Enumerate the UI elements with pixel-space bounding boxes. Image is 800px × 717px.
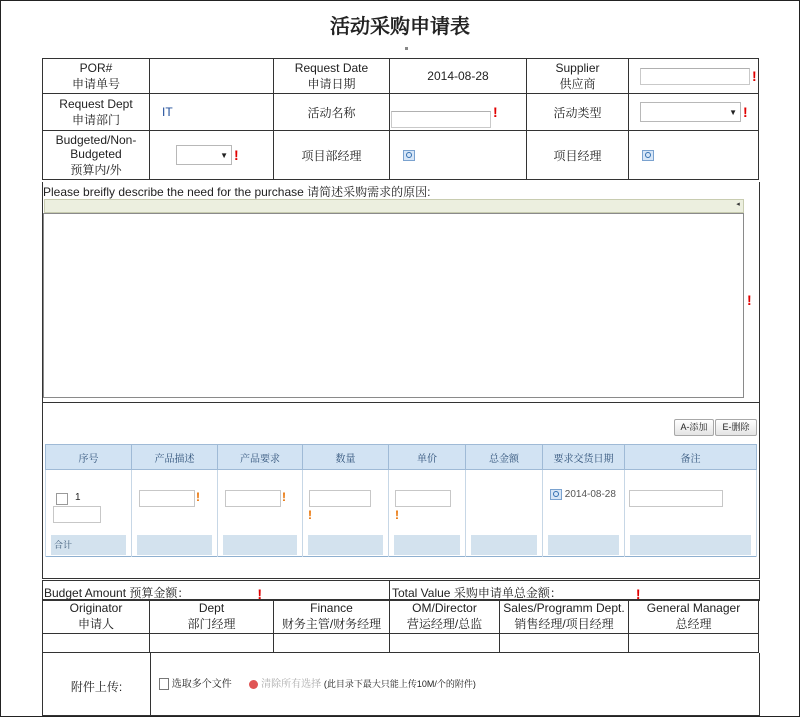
add-row-button[interactable]: A-添加 bbox=[674, 419, 714, 436]
lookup-icon[interactable] bbox=[403, 150, 415, 161]
description-textarea[interactable] bbox=[43, 213, 744, 398]
clear-all-button[interactable]: 清除所有选择 bbox=[261, 679, 322, 690]
requirement-input[interactable] bbox=[225, 490, 281, 507]
required-marker: ! bbox=[743, 104, 748, 120]
budget-amount-label: Budget Amount 预算金额： ! bbox=[44, 585, 263, 602]
dropdown-arrow-icon: ▼ bbox=[729, 108, 737, 117]
footer-cell bbox=[137, 535, 212, 555]
col-header-quantity: 数量 bbox=[303, 445, 389, 470]
attachment-section bbox=[42, 653, 760, 716]
signer-finance: Finance 财务主管/财务经理 bbox=[274, 600, 390, 634]
delivery-date-field[interactable]: 2014-08-28 bbox=[550, 488, 620, 502]
supplier-input[interactable] bbox=[640, 68, 750, 85]
signature-cell bbox=[274, 634, 390, 653]
description-input[interactable] bbox=[139, 490, 195, 507]
editor-toolbar bbox=[44, 199, 744, 213]
required-marker: ! bbox=[282, 490, 286, 504]
required-marker: ! bbox=[747, 292, 752, 308]
required-marker: ! bbox=[257, 585, 263, 602]
select-files-button[interactable]: 选取多个文件 bbox=[171, 679, 232, 690]
project-dept-manager-label: 项目部经理 bbox=[274, 131, 390, 180]
dropdown-arrow-icon: ▼ bbox=[220, 151, 228, 160]
footer-cell bbox=[394, 535, 460, 555]
divider bbox=[389, 581, 390, 600]
signature-cell bbox=[43, 634, 150, 653]
por-value bbox=[150, 59, 274, 94]
activity-type-select[interactable] bbox=[640, 102, 741, 122]
required-marker: ! bbox=[493, 104, 498, 120]
signature-cell bbox=[500, 634, 629, 653]
total-cell bbox=[466, 470, 543, 535]
col-header-delivery-date: 要求交货日期 bbox=[543, 445, 625, 470]
table-footer-row bbox=[46, 534, 757, 557]
row-index: 1 bbox=[75, 492, 81, 503]
footer-cell bbox=[630, 535, 751, 555]
request-dept-label: Request Dept 申请部门 bbox=[43, 94, 150, 131]
project-manager-label: 项目经理 bbox=[527, 131, 629, 180]
signature-cell bbox=[390, 634, 500, 653]
activity-type-label: 活动类型 bbox=[527, 94, 629, 131]
description-label: Please breifly describe the need for the purchase 请简述采购需求的原因: bbox=[43, 185, 431, 199]
page-title: 活动采购申请表 bbox=[330, 14, 470, 38]
delete-row-button[interactable]: E-删除 bbox=[715, 419, 757, 436]
amount-row bbox=[42, 580, 760, 601]
signature-cell bbox=[629, 634, 759, 653]
footer-cell bbox=[223, 535, 297, 555]
remarks-input[interactable] bbox=[629, 490, 723, 507]
por-label: POR# 申请单号 bbox=[43, 59, 150, 94]
col-header-total: 总金额 bbox=[466, 445, 543, 470]
signer-om-director: OM/Director 营运经理/总监 bbox=[390, 600, 500, 634]
divider bbox=[150, 653, 151, 715]
required-marker: ! bbox=[752, 68, 757, 84]
calendar-icon[interactable] bbox=[550, 489, 562, 500]
attachment-label: 附件上传: bbox=[70, 680, 123, 694]
request-date-value: 2014-08-28 bbox=[390, 59, 527, 94]
activity-name-input[interactable] bbox=[391, 111, 491, 128]
budgeted-label: Budgeted/Non- Budgeted 预算内/外 bbox=[43, 131, 150, 180]
col-header-index: 序号 bbox=[46, 445, 132, 470]
decorative-dot bbox=[405, 47, 408, 50]
footer-cell bbox=[308, 535, 383, 555]
index-input[interactable] bbox=[53, 506, 101, 523]
file-icon bbox=[159, 678, 169, 690]
col-header-requirement: 产品要求 bbox=[218, 445, 303, 470]
required-marker: ! bbox=[635, 585, 641, 602]
col-header-unit-price: 单价 bbox=[389, 445, 466, 470]
budgeted-select[interactable] bbox=[176, 145, 232, 165]
lookup-icon[interactable] bbox=[642, 150, 654, 161]
clear-icon bbox=[249, 680, 258, 689]
header-form bbox=[42, 58, 759, 180]
items-table bbox=[45, 444, 757, 557]
signer-dept: Dept 部门经理 bbox=[150, 600, 274, 634]
required-marker: ! bbox=[234, 147, 239, 163]
signer-general-manager: General Manager 总经理 bbox=[629, 600, 759, 634]
total-label: 合计 bbox=[51, 535, 126, 555]
col-header-description: 产品描述 bbox=[132, 445, 218, 470]
signer-originator: Originator 申请人 bbox=[43, 600, 150, 634]
row-checkbox[interactable] bbox=[56, 493, 68, 505]
request-dept-value: IT bbox=[150, 94, 274, 131]
request-date-label: Request Date 申请日期 bbox=[274, 59, 390, 94]
quantity-input[interactable] bbox=[309, 490, 371, 507]
required-marker: ! bbox=[196, 490, 200, 504]
footer-cell bbox=[548, 535, 619, 555]
upload-note: (此目录下最大只能上传10M/个的附件) bbox=[323, 679, 476, 689]
signature-cell bbox=[150, 634, 274, 653]
supplier-label: Supplier 供应商 bbox=[527, 59, 629, 94]
approval-table bbox=[42, 599, 759, 653]
total-value-label: Total Value 采购申请单总金额： ! bbox=[392, 585, 641, 602]
required-marker: ! bbox=[395, 508, 399, 522]
footer-cell bbox=[471, 535, 537, 555]
activity-name-label: 活动名称 bbox=[274, 94, 390, 131]
expand-icon[interactable]: ◂ bbox=[736, 201, 740, 208]
col-header-remarks: 备注 bbox=[625, 445, 757, 470]
required-marker: ! bbox=[308, 508, 312, 522]
unit-price-input[interactable] bbox=[395, 490, 451, 507]
signer-sales: Sales/Programm Dept. 销售经理/项目经理 bbox=[500, 600, 629, 634]
table-row bbox=[46, 470, 757, 535]
